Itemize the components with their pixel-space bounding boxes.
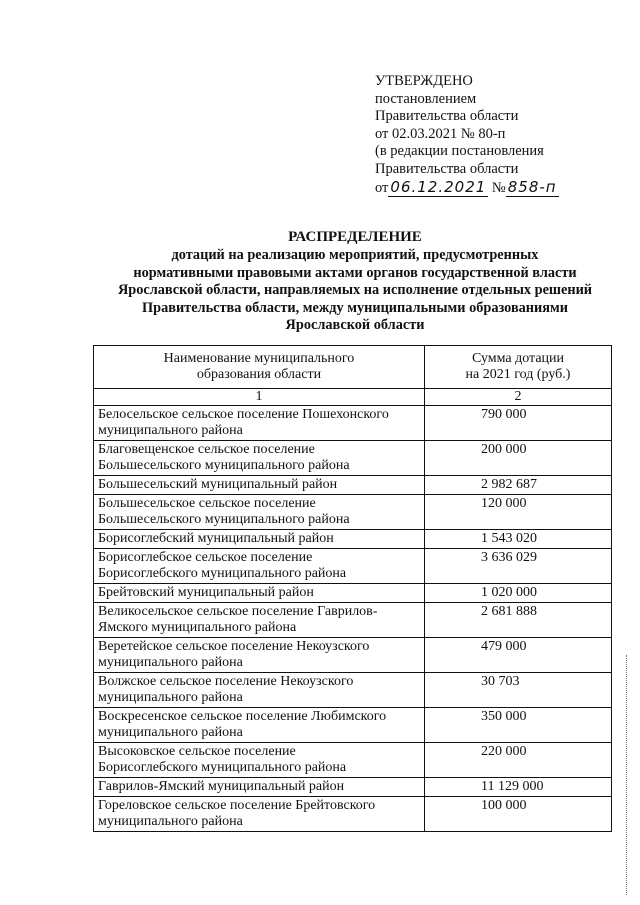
municipality-name-cell [94,603,425,638]
subsidy-amount: 2 681 888 [425,603,612,638]
subsidy-amount: 1 020 000 [425,584,612,603]
column-number: 1 [94,389,425,406]
municipality-name: Гаврилов-Ямский муниципальный район [98,779,345,794]
approval-stamp [375,73,559,197]
table-row [94,797,612,832]
municipality-name: Высоковское сельское поселение [98,744,296,759]
table-row [94,549,612,584]
header-name-cell [94,346,425,389]
title-subline: Ярославской области [285,317,425,334]
approval-line: Правительства области [375,160,519,177]
subsidy-amount: 100 000 [425,797,612,832]
header-text: Наименование муниципального [163,351,355,366]
subsidy-amount: 2 982 687 [425,476,612,495]
column-number: 2 [425,389,612,406]
municipality-name-cell [94,441,425,476]
subsidy-amount: 479 000 [425,638,612,673]
municipality-name: Большесельского муниципального района [98,458,350,473]
municipality-name: муниципального района [98,423,243,438]
municipality-name-cell [94,708,425,743]
approval-date-line [375,179,559,198]
subsidy-amount: 220 000 [425,743,612,778]
table-row [94,638,612,673]
table-row [94,495,612,530]
header-text: на 2021 год (руб.) [465,367,571,382]
table-row [94,476,612,495]
title-subline: Правительства области, между муниципальными образованиями [142,299,568,316]
table-row [94,778,612,797]
municipality-name: Большесельское сельское поселение [98,496,316,511]
municipality-name: Белосельское сельское поселение Пошехонского [98,407,389,422]
municipality-name: Брейтовский муниципальный район [98,585,314,600]
distribution-table [93,345,612,832]
title-subline: нормативными правовыми актами органов государственной власти [133,264,577,281]
subsidy-amount: 1 543 020 [425,530,612,549]
header-text: Сумма дотации [471,351,565,366]
municipality-name-cell [94,495,425,530]
municipality-name: Волжское сельское поселение Некоузского [98,674,354,689]
municipality-name: Ямского муниципального района [98,620,297,635]
handwritten-number: 858-п [507,177,557,196]
approval-heading: УТВЕРЖДЕНО [375,73,473,89]
column-number-row [94,389,612,406]
municipality-name: Большесельского муниципального района [98,512,350,527]
table-row [94,441,612,476]
municipality-name: Воскресенское сельское поселение Любимского [98,709,387,724]
title-main: РАСПРЕДЕЛЕНИЕ [288,229,422,245]
approval-line: постановлением [375,90,477,107]
municipality-name: Борисоглебский муниципальный район [98,531,334,546]
municipality-name: Борисоглебское сельское поселение [98,550,313,565]
municipality-name: Гореловское сельское поселение Брейтовского [98,798,376,813]
scan-edge-mark [626,655,628,895]
municipality-name-cell [94,638,425,673]
approval-line: (в редакции постановления [375,143,544,160]
municipality-name: муниципального района [98,814,243,829]
header-text: образования области [196,367,322,382]
municipality-name-cell [94,530,425,549]
municipality-name: муниципального района [98,690,243,705]
municipality-name: Благовещенское сельское поселение [98,442,315,457]
number-prefix: № [491,179,506,196]
table-header-row [94,346,612,389]
municipality-name-cell [94,743,425,778]
municipality-name-cell [94,778,425,797]
subsidy-amount: 30 703 [425,673,612,708]
municipality-name-cell [94,406,425,441]
municipality-name: Великосельское сельское поселение Гаврилов- [98,604,378,619]
municipality-name: Большесельский муниципальный район [98,477,338,492]
table-row [94,406,612,441]
municipality-name: муниципального района [98,655,243,670]
municipality-name-cell [94,549,425,584]
subsidy-amount: 120 000 [425,495,612,530]
title-subline: дотаций на реализацию мероприятий, предусмотренных [171,247,539,264]
municipality-name-cell [94,584,425,603]
table-row [94,530,612,549]
municipality-name: Веретейское сельское поселение Некоузского [98,639,370,654]
municipality-name: Борисоглебского муниципального района [98,566,347,581]
table-row [94,603,612,638]
table-row [94,708,612,743]
subsidy-amount: 11 129 000 [425,778,612,797]
title-subline: Ярославской области, направляемых на исполнение отдельных решений [117,282,593,299]
municipality-name-cell [94,797,425,832]
subsidy-amount: 200 000 [425,441,612,476]
municipality-name-cell [94,673,425,708]
table-row [94,584,612,603]
date-prefix: от [375,179,389,196]
subsidy-amount: 3 636 029 [425,549,612,584]
approval-line: от 02.03.2021 № 80-п [375,125,506,142]
subsidy-amount: 790 000 [425,406,612,441]
table-row [94,743,612,778]
table-row [94,673,612,708]
document-title [90,229,620,334]
municipality-name-cell [94,476,425,495]
municipality-name: муниципального района [98,725,243,740]
municipality-name: Борисоглебского муниципального района [98,760,347,775]
handwritten-date: 06.12.2021 [390,177,487,196]
approval-line: Правительства области [375,108,519,125]
subsidy-amount: 350 000 [425,708,612,743]
header-sum-cell [425,346,612,389]
